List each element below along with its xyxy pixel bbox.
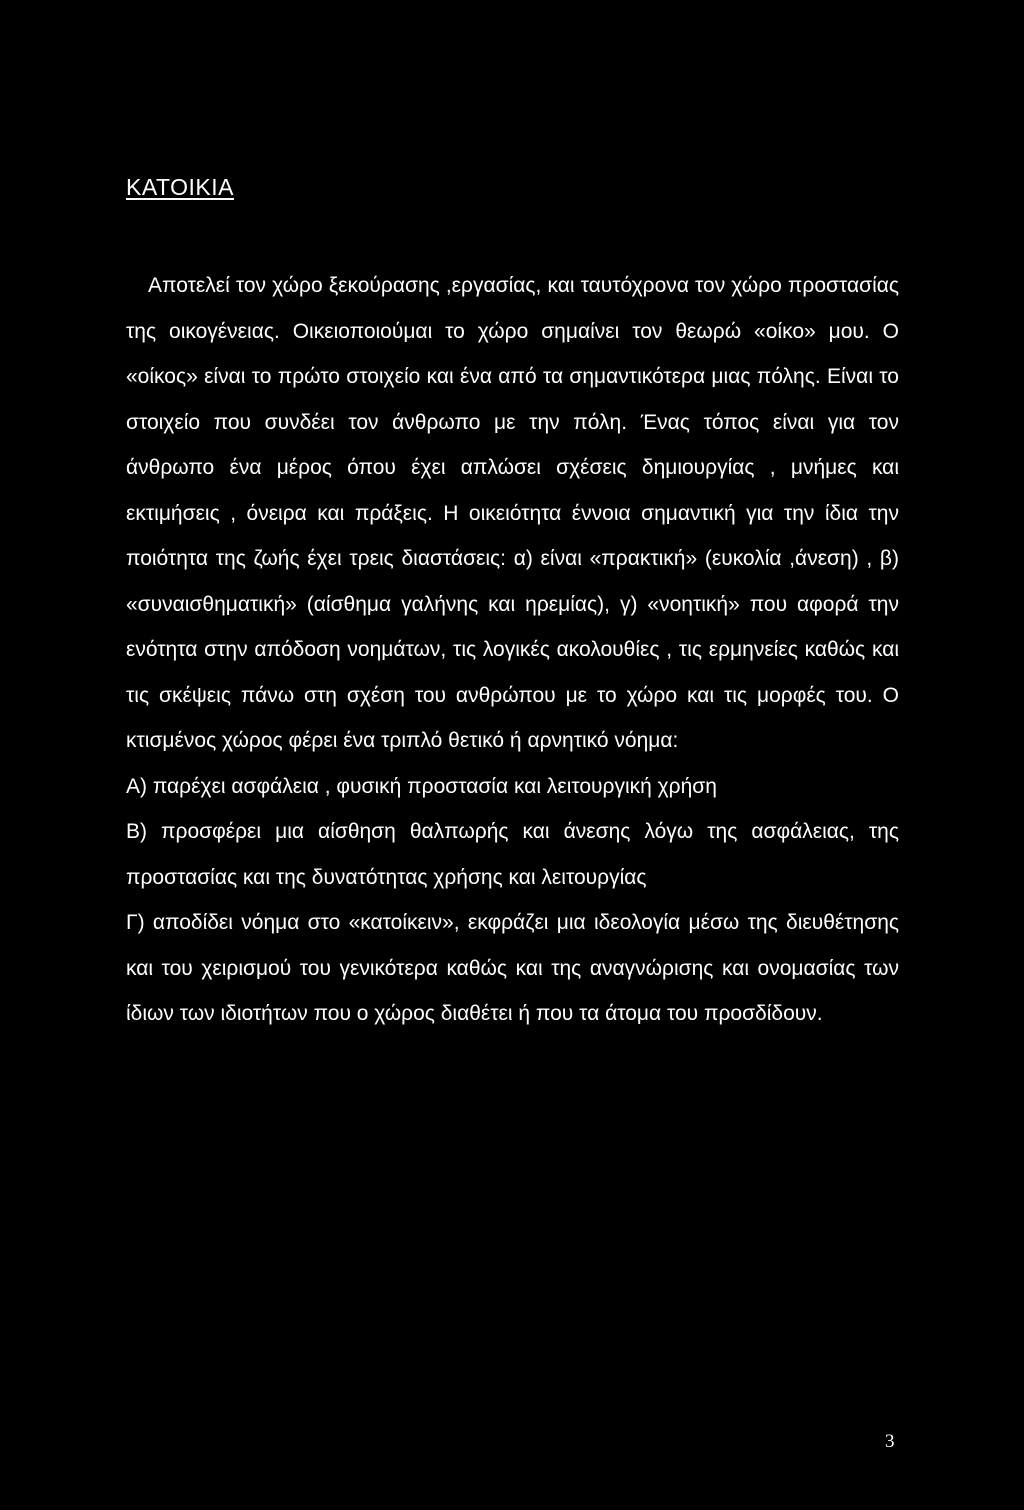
document-title: ΚΑΤΟΙΚΙΑ [126, 174, 234, 200]
list-item-c: Γ) αποδίδει νόημα στο «κατοίκειν», εκφράζει μια ιδεολογία μέσω της διευθέτησης και του χειρισμού του γενικότερα καθώς και της αναγνώρισης και ονομασίας των ίδιων των ιδιοτήτων που ο χώρος διαθέτει ή που τα άτομα του προσδίδουν. [126, 911, 899, 1025]
list-item-b: Β) προσφέρει μια αίσθηση θαλπωρής και άνεσης λόγω της ασφάλειας, της προστασίας και της δυνατότητας χρήσης και λειτουργίας [126, 820, 899, 889]
document-body [126, 263, 899, 1037]
intro-paragraph: Αποτελεί τον χώρο ξεκούρασης ,εργασίας, και ταυτόχρονα τον χώρο προστασίας της οικογένειας. Οικειοποιούμαι το χώρο σημαίνει τον θεωρώ «οίκο» μου. Ο «οίκος» είναι το πρώτο στοιχείο και ένα από τα σημαντικότερα μιας πόλης. Είναι το στοιχείο που συνδέει τον άνθρωπο με την πόλη. Ένας τόπος είναι για τον άνθρωπο ένα μέρος όπου έχει απλώσει σχέσεις δημιουργίας , μνήμες και εκτιμήσεις , όνειρα και πράξεις. Η οικειότητα έννοια σημαντική για την ίδια την ποιότητα της ζωής έχει τρεις διαστάσεις: α) είναι «πρακτική» (ευκολία ,άνεση) , β) «συναισθηματική» (αίσθημα γαλήνης και ηρεμίας), γ) «νοητική» που αφορά την ενότητα στην απόδοση νοημάτων, τις λογικές ακολουθίες , τις ερμηνείες καθώς και τις σκέψεις πάνω στη σχέση του ανθρώπου με το χώρο και τις μορφές του. Ο κτισμένος χώρος φέρει ένα τριπλό θετικό ή αρνητικό νόημα: [126, 274, 899, 752]
page-number: 3 [885, 1431, 895, 1452]
list-item-a: Α) παρέχει ασφάλεια , φυσική προστασία και λειτουργική χρήση [126, 774, 717, 798]
